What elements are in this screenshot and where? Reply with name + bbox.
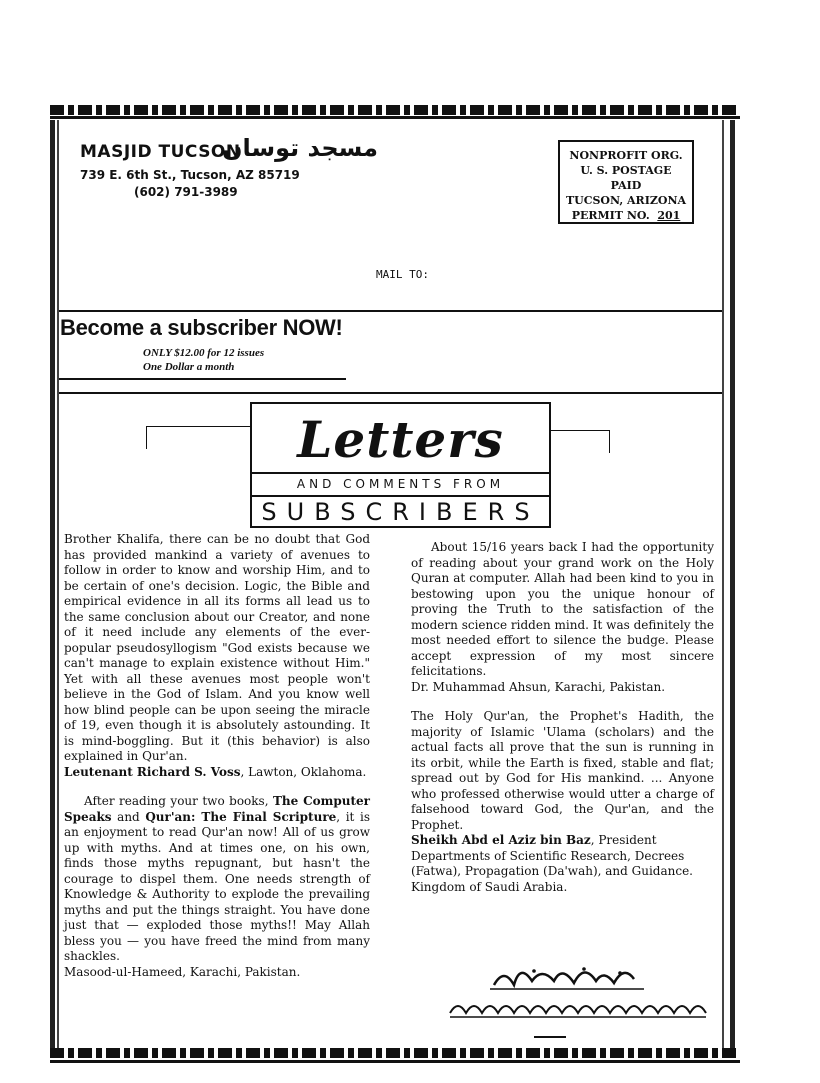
- masjid-arabic-name: مسجد توسان: [222, 134, 378, 162]
- masthead-section: SUBSCRIBERS: [261, 498, 540, 526]
- signature-title: , President: [590, 833, 657, 847]
- permit-line: [560, 208, 692, 223]
- subscribe-underline: [59, 378, 346, 380]
- signature-place: , Lawton, Oklahoma.: [240, 764, 367, 779]
- postage-line: NONPROFIT ORG.: [569, 149, 683, 162]
- postage-indicia: [558, 140, 694, 224]
- masthead-bracket-left: [146, 426, 251, 449]
- top-border: [50, 105, 740, 115]
- masjid-name: MASJID TUCSON: [80, 142, 241, 162]
- top-border-rule: [50, 116, 740, 119]
- subscribe-headline: Become a subscriber NOW!: [60, 315, 343, 340]
- masthead-title: Letters: [297, 410, 504, 469]
- divider: [59, 310, 722, 312]
- letter-body: About 15/16 years back I had the opportunity of reading about your grand work on the Holy Quran at computer. Allah had been kind to you in bestowing upon you the unique honour of proving the Truth to the satisfaction of the modern science ridden mind. It was definitely the most needed effort to silence the budge. Please accept expression of my most sincere felicitations.: [411, 540, 714, 678]
- phone-number: (602) 791-3989: [134, 185, 238, 199]
- letters-left-column: [64, 532, 370, 980]
- permit-label: PERMIT NO.: [571, 209, 650, 222]
- letter-signature: Masood-ul-Hameed, Karachi, Pakistan.: [64, 964, 301, 979]
- letter-signature: Dr. Muhammad Ahsun, Karachi, Pakistan.: [411, 679, 666, 694]
- signature-country: Kingdom of Saudi Arabia.: [411, 879, 568, 894]
- masthead-rule: [252, 472, 549, 474]
- masthead-bracket-right: [551, 430, 610, 453]
- subscribe-price: ONLY $12.00 for 12 issues: [143, 347, 265, 359]
- masthead-subtitle: AND COMMENTS FROM: [296, 477, 505, 491]
- book-title: The Computer Speaks: [64, 794, 370, 824]
- mail-to-label: MAIL TO:: [376, 268, 429, 281]
- divider: [59, 392, 722, 394]
- postage-line: U. S. POSTAGE: [580, 164, 672, 177]
- postage-line: PAID: [610, 179, 642, 192]
- left-border-inner: [57, 120, 59, 1050]
- signature-name: Leutenant Richard S. Voss: [64, 764, 241, 779]
- bottom-border-rule: [50, 1060, 740, 1063]
- book-title: Qur'an: The Final Scripture: [145, 809, 337, 824]
- arabic-letterhead-seal: [444, 955, 720, 1025]
- address-line: 739 E. 6th St., Tucson, AZ 85719: [80, 168, 300, 182]
- masthead-rule: [252, 495, 549, 497]
- signature-department: Departments of Scientific Research, Decrees (Fatwa), Propagation (Da'wah), and Guidance.: [411, 848, 693, 878]
- signature-name: Sheikh Abd el Aziz bin Baz: [411, 833, 591, 847]
- permit-number: 201: [657, 209, 681, 222]
- subscribe-monthly: One Dollar a month: [143, 361, 235, 373]
- letters-masthead: [250, 402, 551, 528]
- letter-signature: [64, 765, 370, 781]
- letters-right-column: [411, 540, 714, 895]
- seal-dash: [534, 1036, 566, 1038]
- postage-line: TUCSON, ARIZONA: [565, 194, 687, 207]
- left-border: [50, 120, 55, 1050]
- right-border: [730, 120, 735, 1050]
- letter-body: After reading your two books, The Computer Speaks and Qur'an: The Final Scripture, it is an enjoyment to read Qur'an now! All of us grow up with myths. And at times one, on his own, finds those myths repugnant, but hasn't the courage to dispel them. One needs strength of Knowledge & Authority to explode the prevailing myths and put the things straight. You have done just that — exploded those myths!! May Allah bless you — you have freed the mind from many shackles.: [64, 794, 370, 963]
- letter-signature: [411, 833, 714, 849]
- letter-body: Brother Khalifa, there can be no doubt that God has provided mankind a variety of avenues to follow in order to know and worship Him, and to be certain of one's decision. Logic, the Bible and empirical evidence in all its forms all lead us to the same conclusion about our Creator, and none of it need include any elements of the ever-popular pseudosyllogism "God exists because we can't manage to explain existence without Him." Yet with all these avenues most people won't believe in the God of Islam. And you know well how blind people can be upon seeing the miracle of 19, even though it is absolutely astounding. It is mind-boggling. But it (this behavior) is also explained in Qur'an.: [64, 532, 370, 763]
- bottom-border: [50, 1048, 740, 1058]
- right-border-inner: [722, 120, 724, 1050]
- letter-body: The Holy Qur'an, the Prophet's Hadith, the majority of Islamic 'Ulama (scholars) and the actual facts all prove that the sun is running in its orbit, while the Earth is fixed, stable and flat; spread out by God for His mankind. ... Anyone who professed otherwise would utter a charge of falsehood toward God, the Qur'an, and the Prophet.: [411, 709, 714, 832]
